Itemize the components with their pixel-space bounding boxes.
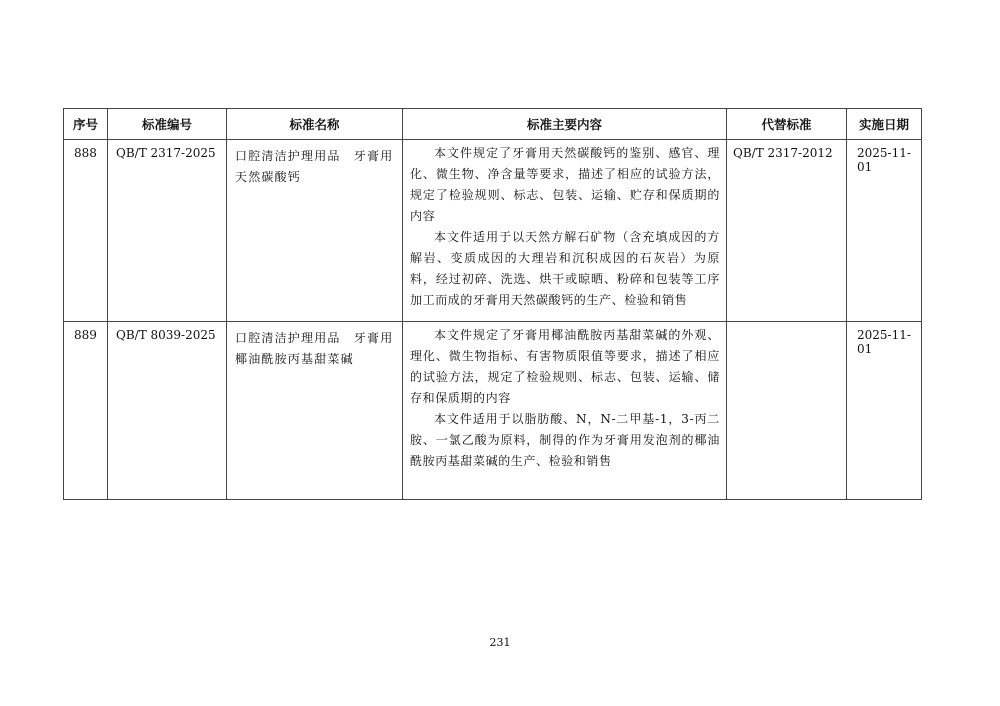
- content-paragraph: 本文件适用于以脂肪酸、N，N-二甲基-1，3-丙二胺、一氯乙酸为原料，制得的作为牙膏用发泡剂的椰油酰胺丙基甜菜碱的生产、检验和销售: [410, 412, 720, 468]
- header-standard-name: 标准名称: [227, 109, 403, 140]
- header-serial-number: 序号: [64, 109, 108, 140]
- replaced-standard-cell: [727, 322, 847, 500]
- header-effective-date: 实施日期: [847, 109, 922, 140]
- header-replaced-standard: 代替标准: [727, 109, 847, 140]
- serial-number-cell: 889: [64, 322, 108, 500]
- header-main-content: 标准主要内容: [403, 109, 727, 140]
- standard-code-cell: QB/T 8039-2025: [108, 322, 227, 500]
- standard-name-cell: 口腔清洁护理用品 牙膏用天然碳酸钙: [227, 140, 403, 322]
- table-header-row: [64, 109, 922, 140]
- table-row: [64, 322, 922, 500]
- standard-code-cell: QB/T 2317-2025: [108, 140, 227, 322]
- standards-table: [63, 108, 922, 500]
- serial-number-cell: 888: [64, 140, 108, 322]
- effective-date-cell: 2025-11-01: [847, 140, 922, 322]
- content-paragraph: 本文件规定了牙膏用椰油酰胺丙基甜菜碱的外观、理化、微生物指标、有害物质限值等要求，描述了相应的试验方法，规定了检验规则、标志、包装、运输、储存和保质期的内容: [410, 328, 720, 405]
- main-content-cell: [403, 322, 727, 500]
- standard-name-cell: 口腔清洁护理用品 牙膏用椰油酰胺丙基甜菜碱: [227, 322, 403, 500]
- table-row: [64, 140, 922, 322]
- content-paragraph: 本文件适用于以天然方解石矿物（含充填成因的方解岩、变质成因的大理岩和沉积成因的石灰岩）为原料，经过初碎、洗选、烘干或晾晒、粉碎和包装等工序加工而成的牙膏用天然碳酸钙的生产、检验和销售: [410, 230, 720, 307]
- main-content-cell: [403, 140, 727, 322]
- content-paragraph: 本文件规定了牙膏用天然碳酸钙的鉴别、感官、理化、微生物、净含量等要求，描述了相应的试验方法，规定了检验规则、标志、包装、运输、贮存和保质期的内容: [410, 146, 720, 223]
- replaced-standard-cell: QB/T 2317-2012: [727, 140, 847, 322]
- effective-date-cell: 2025-11-01: [847, 322, 922, 500]
- header-standard-code: 标准编号: [108, 109, 227, 140]
- page-number: 231: [489, 636, 511, 649]
